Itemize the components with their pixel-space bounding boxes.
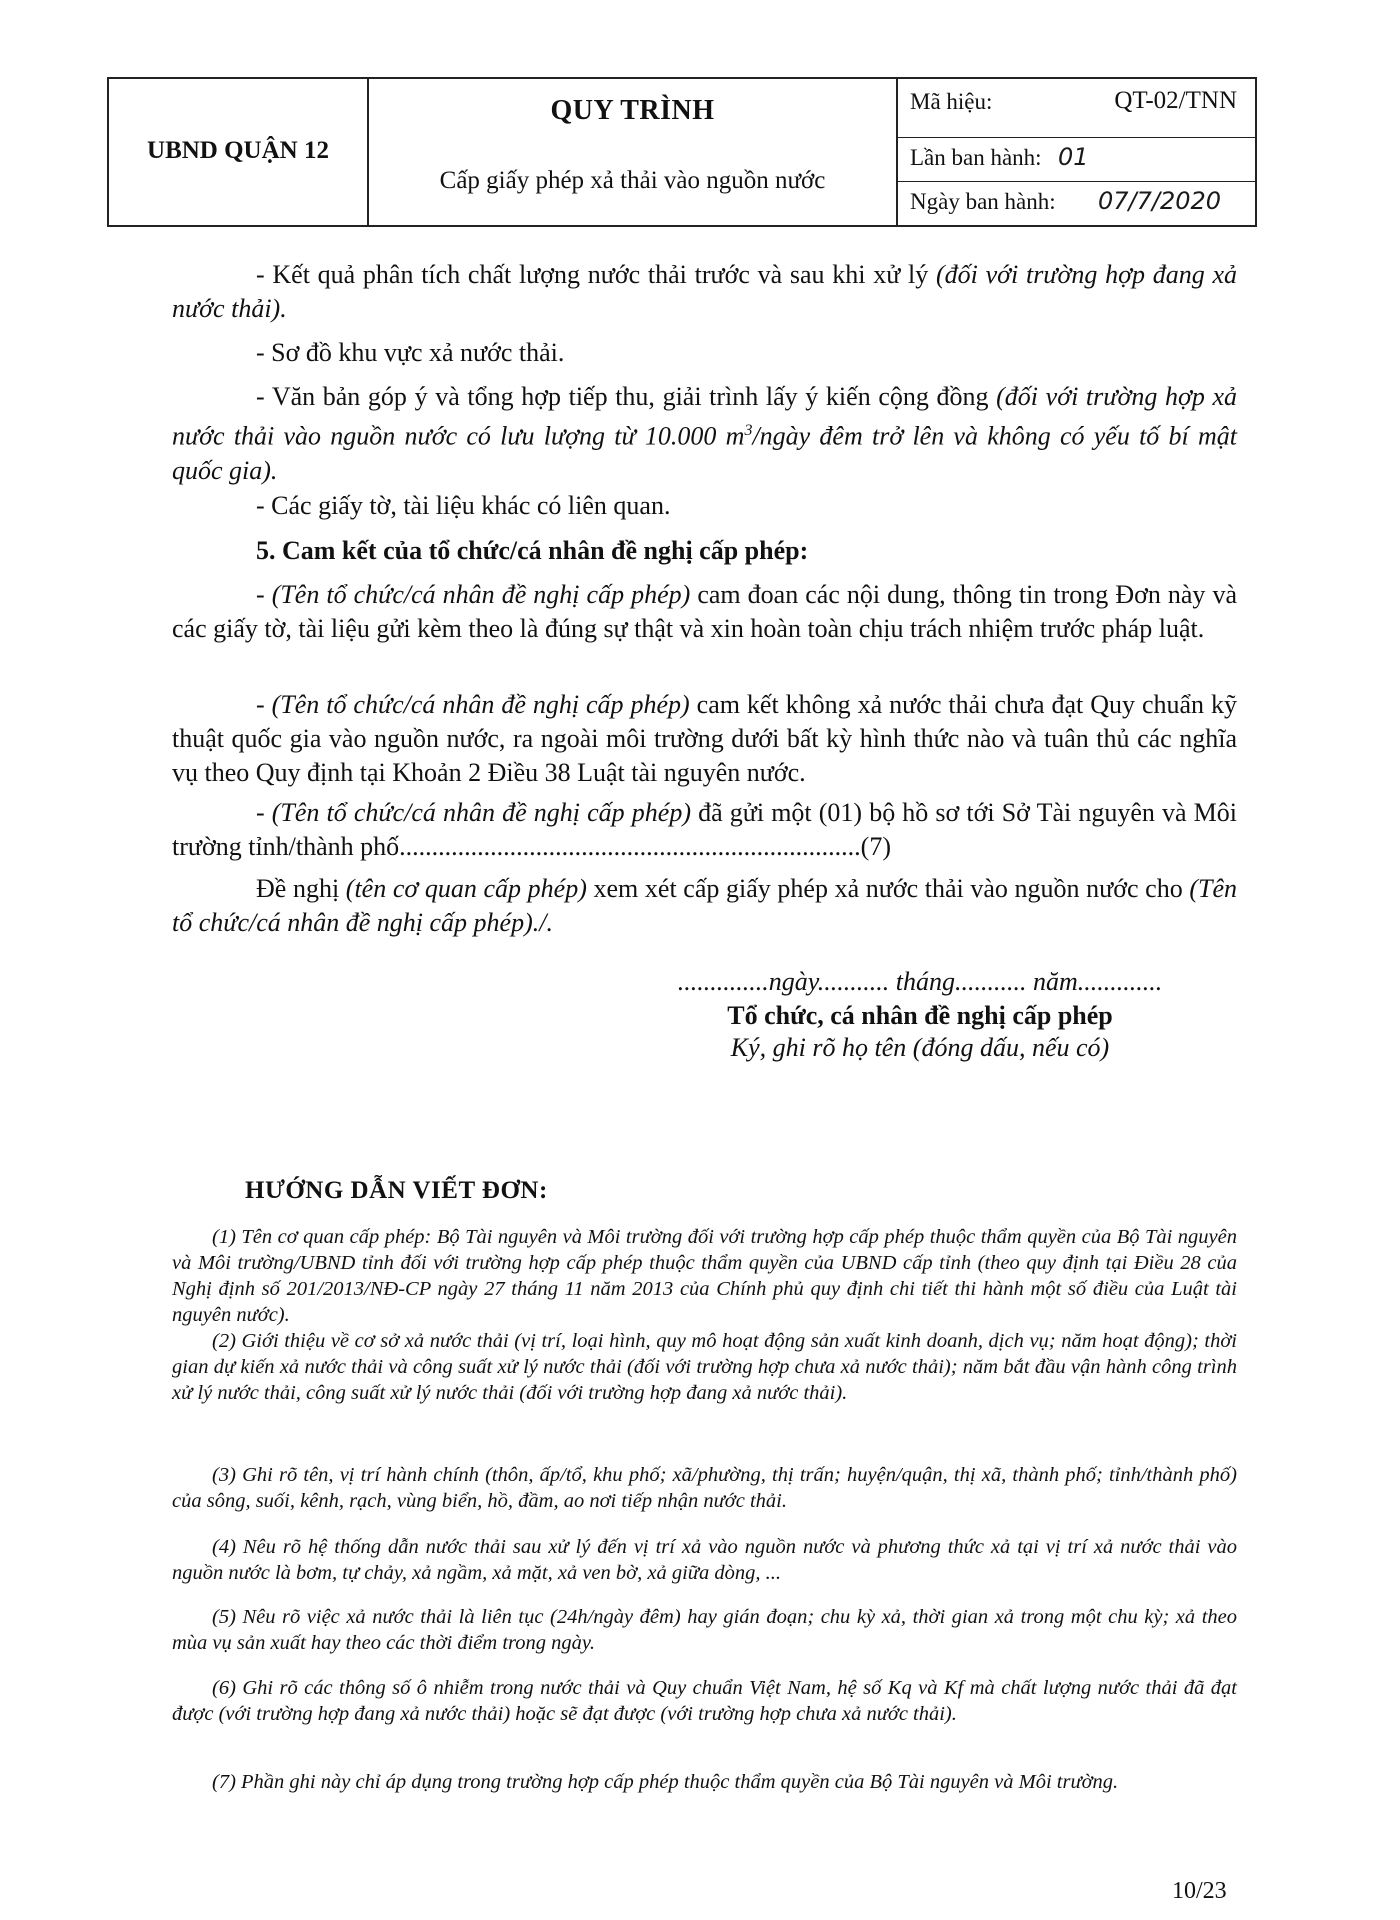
p3-text: - Văn bản góp ý và tổng hợp tiếp thu, giải trình lấy ý kiến cộng đồng bbox=[256, 382, 997, 411]
paragraph-community bbox=[172, 380, 1237, 488]
guide-note-1: (1) Tên cơ quan cấp phép: Bộ Tài nguyên và Môi trường đối với trường hợp cấp phép thuộc thẩm quyền của Bộ Tài nguyên và Môi trường/UBND tỉnh đối với trường hợp cấp phép thuộc thẩm quyền của UBND cấp tỉnh (theo quy định tại Điều 28 của Nghị định số 201/2013/NĐ-CP ngày 27 tháng 11 năm 2013 của Chính phủ quy định chi tiết thi hành một số điều của Luật tài nguyên nước). bbox=[172, 1226, 1237, 1326]
code-label: Mã hiệu: bbox=[910, 89, 993, 114]
date-row bbox=[898, 181, 1255, 225]
issue-label: Lần ban hành: bbox=[910, 145, 1042, 170]
header-title-cell bbox=[369, 79, 898, 225]
issue-value: 01 bbox=[1058, 143, 1089, 171]
date-value: 07/7/2020 bbox=[1098, 187, 1222, 215]
org-name: UBND QUẬN 12 bbox=[147, 137, 329, 164]
code-value: QT-02/TNN bbox=[1114, 87, 1237, 114]
r-d: (Tên tổ chức/cá nhân đề nghị cấp phép)./. bbox=[172, 874, 1237, 937]
header-meta-cell bbox=[898, 79, 1255, 225]
c3-italic: - (Tên tổ chức/cá nhân đề nghị cấp phép) bbox=[256, 798, 691, 827]
r-b: (tên cơ quan cấp phép) bbox=[345, 874, 587, 903]
code-row bbox=[898, 79, 1255, 138]
paragraph-other-docs: - Các giấy tờ, tài liệu khác có liên quan. bbox=[256, 491, 671, 520]
header-table bbox=[107, 77, 1257, 227]
p3-sup: 3 bbox=[744, 422, 753, 439]
procedure-title: QUY TRÌNH bbox=[550, 95, 715, 126]
guide-note-2: (2) Giới thiệu về cơ sở xả nước thải (vị trí, loại hình, quy mô hoạt động sản xuất kinh doanh, dịch vụ; năm hoạt động); thời gian dự kiến xả nước thải và công suất xử lý nước thải (đối với trường hợp chưa xả nước thải); năm bắt đầu vận hành công trình xử lý nước thải, công suất xử lý nước thải (đối với trường hợp đang xả nước thải). bbox=[172, 1330, 1237, 1404]
c1-italic: - (Tên tổ chức/cá nhân đề nghị cấp phép) bbox=[256, 580, 691, 609]
guide-title: HƯỚNG DẪN VIẾT ĐƠN: bbox=[245, 1177, 548, 1204]
signature-date-line: ..............ngày........... tháng........... năm............. bbox=[677, 967, 1163, 996]
guide-note-6: (6) Ghi rõ các thông số ô nhiễm trong nước thải và Quy chuẩn Việt Nam, hệ số Kq và Kf mà chất lượng nước thải đã đạt được (với trường hợp đang xả nước thải) hoặc sẽ đạt được (với trường hợp chưa xả nước thải). bbox=[172, 1677, 1237, 1725]
p3-italic-a: (đối với trường hợp xả nước thải vào nguồn nước có lưu lượng từ 10.000 m bbox=[172, 382, 1237, 451]
guide-note-3: (3) Ghi rõ tên, vị trí hành chính (thôn, ấp/tổ, khu phố; xã/phường, thị trấn; huyện/quận, thị xã, thành phố; tỉnh/thành phố) của sông, suối, kênh, rạch, vùng biển, hồ, đầm, ao nơi tiếp nhận nước thải. bbox=[172, 1464, 1237, 1512]
p3-italic-b: /ngày đêm trở lên và không có yếu tố bí mật quốc gia). bbox=[172, 421, 1237, 485]
r-a: Đề nghị bbox=[256, 874, 346, 903]
page-number: 10/23 bbox=[1172, 1878, 1227, 1904]
header-org-cell bbox=[109, 79, 369, 225]
r-c: xem xét cấp giấy phép xả nước thải vào nguồn nước cho bbox=[586, 874, 1190, 903]
paragraph-map: - Sơ đồ khu vực xả nước thải. bbox=[256, 338, 565, 367]
paragraph-analysis bbox=[172, 258, 1237, 326]
p1-italic: (đối với trường hợp đang xả nước thải). bbox=[172, 260, 1237, 323]
c2-italic: - (Tên tổ chức/cá nhân đề nghị cấp phép) bbox=[256, 690, 690, 719]
date-label: Ngày ban hành: bbox=[910, 189, 1056, 214]
guide-note-5: (5) Nêu rõ việc xả nước thải là liên tục (24h/ngày đêm) hay gián đoạn; chu kỳ xả, thời gian xả trong một chu kỳ; xả theo mùa vụ sản xuất hay theo các thời điểm trong ngày. bbox=[172, 1606, 1237, 1654]
guide-note-7: (7) Phần ghi này chỉ áp dụng trong trường hợp cấp phép thuộc thẩm quyền của Bộ Tài nguyên và Môi trường. bbox=[212, 1771, 1119, 1793]
procedure-subtitle: Cấp giấy phép xả thải vào nguồn nước bbox=[439, 167, 826, 194]
signature-note: Ký, ghi rõ họ tên (đóng dấu, nếu có) bbox=[730, 1033, 1110, 1062]
issue-row bbox=[898, 137, 1255, 182]
guide-note-4: (4) Nêu rõ hệ thống dẫn nước thải sau xử lý đến vị trí xả vào nguồn nước và phương thức xả tại vị trí xả nước thải vào nguồn nước là bơm, tự chảy, xả ngầm, xả mặt, xả ven bờ, xả giữa dòng, ... bbox=[172, 1536, 1237, 1584]
section-5-heading: 5. Cam kết của tổ chức/cá nhân đề nghị cấp phép: bbox=[256, 536, 809, 565]
signature-title: Tổ chức, cá nhân đề nghị cấp phép bbox=[727, 1001, 1113, 1030]
c1-text: cam đoan các nội dung, thông tin trong Đơn này và các giấy tờ, tài liệu gửi kèm theo là đúng sự thật và xin hoàn toàn chịu trách nhiệm trước pháp luật. bbox=[172, 580, 1237, 643]
paragraph-commit-1 bbox=[172, 578, 1237, 646]
paragraph-commit-2 bbox=[172, 688, 1237, 790]
c2-text: cam kết không xả nước thải chưa đạt Quy chuẩn kỹ thuật quốc gia vào nguồn nước, ra ngoài môi trường dưới bất kỳ hình thức nào và tuân thủ các nghĩa vụ theo Quy định tại Khoản 2 Điều 38 Luật tài nguyên nước. bbox=[172, 690, 1237, 787]
paragraph-request bbox=[172, 872, 1237, 940]
c3-text: đã gửi một (01) bộ hồ sơ tới Sở Tài nguyên và Môi trường tỉnh/thành phố.......................................................................(7) bbox=[172, 798, 1237, 861]
paragraph-commit-3 bbox=[172, 796, 1237, 864]
p1-text: - Kết quả phân tích chất lượng nước thải trước và sau khi xử lý bbox=[256, 260, 936, 289]
